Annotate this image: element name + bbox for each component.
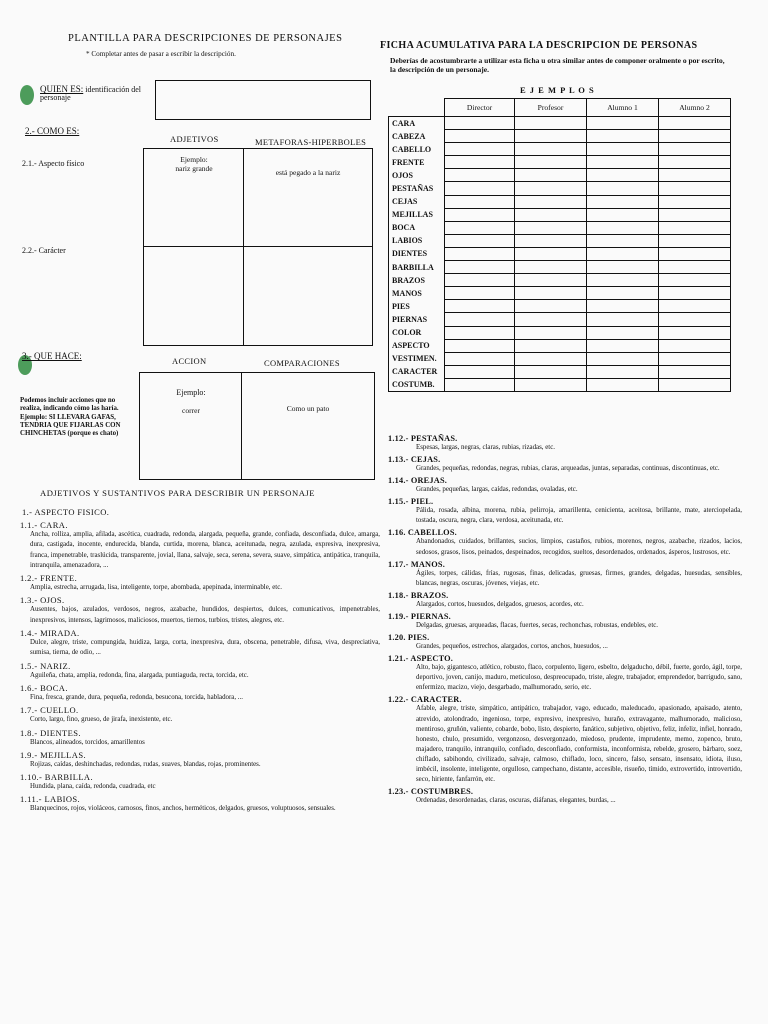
table-cell[interactable] xyxy=(587,169,659,182)
list-item xyxy=(388,591,742,610)
table-cell[interactable] xyxy=(515,378,587,391)
table-cell[interactable] xyxy=(587,130,659,143)
list-item-title: 1.23.- COSTUMBRES. xyxy=(388,787,474,797)
list-item-title: 1.9.- MEJILLAS. xyxy=(20,749,86,760)
table-row xyxy=(389,117,731,130)
table-cell[interactable] xyxy=(515,339,587,352)
table-cell[interactable] xyxy=(587,352,659,365)
table-body xyxy=(389,117,731,392)
ejemplos-table xyxy=(388,98,731,392)
list-item-body: Espesas, largas, negras, claras, rubias, rizadas, etc. xyxy=(416,444,555,451)
table-row xyxy=(389,300,731,313)
list-item xyxy=(388,528,742,557)
col-adjetivos: ADJETIVOS xyxy=(170,134,219,144)
table-cell[interactable] xyxy=(445,195,515,208)
list-item xyxy=(388,560,742,589)
list-item-title: 1.8.- DIENTES. xyxy=(20,727,81,738)
table-row-label: BARBILLA xyxy=(389,261,445,274)
table-cell[interactable] xyxy=(659,208,731,221)
list-item-body: Blanquecinos, rojos, violáceos, carnosos, finos, anchos, herméticos, delgados, gruesos, voluptuosos, sensuales. xyxy=(30,805,336,813)
table-cell[interactable] xyxy=(659,287,731,300)
list-item-body: Abandonados, cuidados, brillantes, sucios, limpios, castaños, rubios, morenos, negros, azabache, rizados, lacios, sedosos, grasos, lisos, peinados, despeinados, recogidos, sueltos, desordenados, ordenados, ásperos, lustrosos, etc. xyxy=(416,538,742,556)
list-item-body: Alargados, cortos, huesudos, delgados, gruesos, acordes, etc. xyxy=(416,600,584,608)
table-row xyxy=(389,274,731,287)
table-cell[interactable] xyxy=(515,313,587,326)
list-item-body: Ordenadas, desordenadas, claras, oscuras, diáfanas, elegantes, burdas, ... xyxy=(416,797,616,805)
list-item-body: Delgadas, gruesas, arqueadas, flacas, fuertes, secas, rechonchas, robustas, endebles, etc. xyxy=(416,621,659,629)
table-cell[interactable] xyxy=(659,313,731,326)
acciones-note-text: Podemos incluir acciones que no realiza, indicando cómo las haría. xyxy=(20,397,119,413)
table-cell[interactable] xyxy=(587,143,659,156)
table-header-blank xyxy=(389,99,445,117)
quien-es-title: QUIEN ES: xyxy=(40,84,84,94)
table-cell[interactable] xyxy=(587,182,659,195)
como-es-divider-v xyxy=(243,148,244,346)
table-cell[interactable] xyxy=(587,365,659,378)
table-row xyxy=(389,143,731,156)
table-cell[interactable] xyxy=(587,287,659,300)
table-col-header: Profesor xyxy=(515,99,587,117)
list-item xyxy=(388,654,742,693)
list-item-body: Grandes, pequeñas, redondas, negras, rubias, claras, arqueadas, juntas, separadas, continuas, discontinuas, etc. xyxy=(416,465,720,473)
list-item-title: 1.20. PIES. xyxy=(388,633,430,643)
table-cell[interactable] xyxy=(659,326,731,339)
table-row xyxy=(389,247,731,260)
list-item xyxy=(20,520,380,571)
table-cell[interactable] xyxy=(445,274,515,287)
list-item-title: 1.11.- LABIOS. xyxy=(20,794,81,805)
col-metaforas: METAFORAS-HIPERBOLES xyxy=(255,137,367,147)
table-row-label: CARA xyxy=(389,117,445,130)
list-item xyxy=(20,794,380,814)
list-item-title: 1.3.- OJOS. xyxy=(20,595,65,606)
list-item-body: Corto, largo, fino, grueso, de jirafa, inexistente, etc. xyxy=(30,716,173,724)
table-row-label: VESTIMEN. xyxy=(389,352,445,365)
table-cell[interactable] xyxy=(515,195,587,208)
table-row-label: BRAZOS xyxy=(389,274,445,287)
table-cell[interactable] xyxy=(445,221,515,234)
table-cell[interactable] xyxy=(659,195,731,208)
left-title: PLANTILLA PARA DESCRIPCIONES DE PERSONAJES xyxy=(68,33,343,44)
green-mark-icon xyxy=(20,85,34,105)
table-row xyxy=(389,130,731,143)
table-row-label: ASPECTO xyxy=(389,339,445,352)
table-cell[interactable] xyxy=(659,261,731,274)
list-item-body: Afable, alegre, triste, simpático, antipático, trabajador, vago, educado, maleducado, apasionado, apaisado, atento, atrevido, atolondrado, ingenioso, torpe, expresivo, inexpresivo, huraño, extravagante, malhumorado, malicioso, mentiroso, gruñón, valiente, cobarde, bobo, listo, despierto, fanático, subjetivo, objetivo, feliz, infeliz, infiel, honrado, honesto, chulo, presumido, vergonzoso, desvergonzado, miedoso, prudente, imprudente, memo, zopenco, bruto, majadero, tranquilo, intranquilo, confiado, desconfiado, conformista, inconformista, rebelde, grosero, bárbaro, soez, chiflado, sabihondo, civilizado, salvaje, calmoso, chiflado, loco, sincero, falso, sensato, insensato, idiota, iluso, imbécil, insolente, inteligente, orgulloso, campechano, distante, accesible, risueño, tímido, extrovertido, introvertido, seco, hiriente, fanfarrón, etc. xyxy=(416,705,742,784)
table-cell[interactable] xyxy=(659,182,731,195)
ejemplo-accion-label: Ejemplo: xyxy=(176,388,206,397)
table-cell[interactable] xyxy=(515,208,587,221)
como-es-label: 2.- COMO ES: xyxy=(25,126,80,136)
table-row-label: MANOS xyxy=(389,287,445,300)
ejemplo-accion-value: correr xyxy=(182,406,200,415)
table-cell[interactable] xyxy=(587,326,659,339)
table-cell[interactable] xyxy=(515,143,587,156)
list-item xyxy=(388,633,742,652)
table-cell[interactable] xyxy=(587,313,659,326)
list-title: ADJETIVOS Y SUSTANTIVOS PARA DESCRIBIR UN PERSONAJE xyxy=(40,488,316,498)
table-cell[interactable] xyxy=(659,339,731,352)
table-row-label: DIENTES xyxy=(389,247,445,260)
table-cell[interactable] xyxy=(515,247,587,260)
list-item xyxy=(388,787,742,806)
table-cell[interactable] xyxy=(587,156,659,169)
list-item-title: 1.19.- PIERNAS. xyxy=(388,611,451,621)
list-item xyxy=(388,455,742,474)
list-item-body: Ágiles, torpes, cálidas, frías, rugosas, finas, delicadas, gruesas, firmes, grandes, delgadas, huesudas, sensibles, blancas, negras, oscuras, jóvenes, viejas, etc. xyxy=(416,569,742,587)
aspecto-fisico-title: 1.- ASPECTO FISICO. xyxy=(22,507,110,517)
table-row-label: COLOR xyxy=(389,326,445,339)
table-col-header: Alumno 1 xyxy=(587,99,659,117)
table-row xyxy=(389,313,731,326)
acciones-note xyxy=(20,397,136,438)
table-col-header: Director xyxy=(445,99,515,117)
table-row-label: COSTUMB. xyxy=(389,378,445,391)
table-cell[interactable] xyxy=(659,352,731,365)
table-cell[interactable] xyxy=(587,339,659,352)
table-col-header: Alumno 2 xyxy=(659,99,731,117)
table-cell[interactable] xyxy=(445,300,515,313)
table-row xyxy=(389,365,731,378)
acciones-example-text: Ejemplo: SI LLEVARA GAFAS, TENDRIA QUE FIJARLAS CON CHINCHETAS (porque es chato) xyxy=(20,413,121,438)
table-cell[interactable] xyxy=(445,117,515,130)
table-cell[interactable] xyxy=(445,208,515,221)
table-row xyxy=(389,156,731,169)
list-item-body: Aguileña, chata, amplia, redonda, fina, alargada, puntiaguda, recta, torcida, etc. xyxy=(30,671,249,679)
table-row xyxy=(389,221,731,234)
que-hace-divider-v xyxy=(241,372,242,480)
list-item-body: Ancha, rolliza, amplia, afilada, ascética, cuadrada, redonda, alargada, pequeña, grande, confiada, desconfiada, dulce, amarga, dura, castigada, inocente, endurecida, blanda, curtida, morena, blanca, aceitunada, negra, azulada, expresiva, inexpresiva, franca, impenetrable, traslúcida, transparente, jovial, llana, salvaje, seca, serena, severa, suave, simpática, antipática, tranquila, intranquila, amenazadora, ... xyxy=(30,531,380,569)
table-cell[interactable] xyxy=(587,195,659,208)
table-cell[interactable] xyxy=(515,130,587,143)
table-cell[interactable] xyxy=(659,156,731,169)
table-row-label: FRENTE xyxy=(389,156,445,169)
aspecto-fisico-label: 2.1.- Aspecto físico xyxy=(22,159,85,168)
table-row-label: PIES xyxy=(389,300,445,313)
right-intro: Deberías de acostumbrarte a utilizar esta ficha u otra similar antes de componer oralmente o por escrito, la descripción de un personaje. xyxy=(390,56,725,75)
list-item-title: 1.17.- MANOS. xyxy=(388,559,445,569)
table-cell[interactable] xyxy=(445,130,515,143)
list-item xyxy=(388,612,742,631)
list-item-title: 1.10.- BARBILLA. xyxy=(20,772,93,783)
caracter-label: 2.2.- Carácter xyxy=(22,246,66,255)
ejemplo-accion xyxy=(144,384,238,420)
como-es-divider-h xyxy=(143,246,373,247)
table-cell[interactable] xyxy=(515,365,587,378)
table-cell[interactable] xyxy=(659,117,731,130)
table-cell[interactable] xyxy=(515,261,587,274)
table-cell[interactable] xyxy=(445,247,515,260)
table-row-label: CABEZA xyxy=(389,130,445,143)
table-cell[interactable] xyxy=(515,156,587,169)
ejemplo-comparacion: Como un pato xyxy=(286,404,330,413)
table-row-label: OJOS xyxy=(389,169,445,182)
table-row xyxy=(389,378,731,391)
list-item-body: Rojizas, caídas, deshinchadas, redondas, rudas, suaves, blandas, rojas, prominentes. xyxy=(30,760,261,768)
table-cell[interactable] xyxy=(659,274,731,287)
table-cell[interactable] xyxy=(587,208,659,221)
table-cell[interactable] xyxy=(445,339,515,352)
table-cell[interactable] xyxy=(659,300,731,313)
table-cell[interactable] xyxy=(515,300,587,313)
list-item-body: Grandes, pequeñas, largas, caídas, redondas, ovaladas, etc. xyxy=(416,486,578,494)
table-row-label: PIERNAS xyxy=(389,313,445,326)
list-item-body: Alto, bajo, gigantesco, atlético, robusto, flaco, corpulento, ligero, esbelto, delgaducho, débil, fuerte, gordo, ágil, torpe, deportivo, joven, canijo, maduro, meticuloso, despreocupado, triste, alegre, trabajador, emprendedor, barrigudo, sano, enfermizo, macizo, viejo, desgarbado, malhumorado, serio, etc. xyxy=(416,664,742,692)
table-header-row xyxy=(389,99,731,117)
table-cell[interactable] xyxy=(587,117,659,130)
ejemplos-title: E J E M P L O S xyxy=(520,85,595,95)
table-cell[interactable] xyxy=(587,378,659,391)
list-item-title: 1.2.- FRENTE. xyxy=(20,573,78,584)
table-cell[interactable] xyxy=(515,287,587,300)
left-items-list xyxy=(20,520,380,817)
list-item-title: 1.14.- OREJAS. xyxy=(388,476,448,486)
table-cell[interactable] xyxy=(445,261,515,274)
table-row xyxy=(389,326,731,339)
table-cell[interactable] xyxy=(515,234,587,247)
list-item-title: 1.18.- BRAZOS. xyxy=(388,590,449,600)
table-cell[interactable] xyxy=(659,247,731,260)
list-item-title: 1.1.- CARA. xyxy=(20,520,68,530)
list-item xyxy=(20,628,380,659)
table-cell[interactable] xyxy=(515,274,587,287)
table-cell[interactable] xyxy=(445,156,515,169)
ejemplo-metafora: está pegado a la nariz xyxy=(275,168,341,177)
table-cell[interactable] xyxy=(445,169,515,182)
list-item-body: Amplia, estrecha, arrugada, lisa, inteligente, torpe, abombada, apepinada, interminable, etc. xyxy=(30,584,282,592)
list-item xyxy=(388,434,742,453)
table-cell[interactable] xyxy=(587,221,659,234)
table-cell[interactable] xyxy=(659,378,731,391)
que-hace-label: 3.- QUE HACE: xyxy=(22,351,82,361)
right-items-list xyxy=(388,434,742,808)
table-row xyxy=(389,352,731,365)
table-cell[interactable] xyxy=(445,313,515,326)
list-item-body: Grandes, pequeños, estrechos, alargados, cortos, anchos, huesudos, ... xyxy=(416,643,608,651)
table-cell[interactable] xyxy=(445,378,515,391)
list-item-body: Ausentes, bajos, azulados, verdosos, negros, azabache, hundidos, despiertos, dulces, comunicativos, impenetrables, inexpresivos, intensos, lagrimosos, maliciosos, muertos, tiernos, turbios, tristes, alegres, etc. xyxy=(30,606,380,624)
table-cell[interactable] xyxy=(515,326,587,339)
table-row-label: BOCA xyxy=(389,221,445,234)
list-item xyxy=(20,683,380,703)
list-item-title: 1.7.- CUELLO. xyxy=(20,705,79,716)
table-cell[interactable] xyxy=(445,365,515,378)
table-row xyxy=(389,234,731,247)
quien-es-box[interactable] xyxy=(155,80,371,120)
list-item xyxy=(388,497,742,526)
list-item-title: 1.21.- ASPECTO. xyxy=(388,654,454,664)
table-row xyxy=(389,261,731,274)
table-cell[interactable] xyxy=(515,169,587,182)
table-cell[interactable] xyxy=(659,143,731,156)
list-item-title: 1.13.- CEJAS. xyxy=(388,455,441,465)
table-cell[interactable] xyxy=(587,247,659,260)
table-cell[interactable] xyxy=(587,274,659,287)
list-item xyxy=(20,573,380,593)
list-item-title: 1.6.- BOCA. xyxy=(20,682,68,693)
table-row-label: CARACTER xyxy=(389,365,445,378)
list-item xyxy=(388,476,742,495)
table-cell[interactable] xyxy=(659,365,731,378)
list-item-body: Hundida, plana, caída, redonda, cuadrada, etc xyxy=(30,783,156,791)
table-cell[interactable] xyxy=(587,234,659,247)
right-title: FICHA ACUMULATIVA PARA LA DESCRIPCION DE PERSONAS xyxy=(380,40,698,51)
table-row-label: PESTAÑAS xyxy=(389,182,445,195)
quien-es-desc: identificación del personaje xyxy=(40,85,142,102)
table-row-label: LABIOS xyxy=(389,234,445,247)
list-item-body: Fina, fresca, grande, dura, pequeña, redonda, besucona, torcida, habladora, ... xyxy=(30,693,243,701)
table-cell[interactable] xyxy=(659,169,731,182)
table-cell[interactable] xyxy=(587,261,659,274)
col-accion: ACCION xyxy=(172,356,207,366)
table-row xyxy=(389,339,731,352)
list-item xyxy=(20,595,380,626)
table-row xyxy=(389,287,731,300)
table-cell[interactable] xyxy=(445,234,515,247)
ejemplo-adj-value: nariz grande xyxy=(175,164,213,173)
list-item-title: 1.15.- PIEL. xyxy=(388,497,434,507)
table-cell[interactable] xyxy=(445,143,515,156)
table-cell[interactable] xyxy=(515,352,587,365)
list-item-title: 1.5.- NARIZ. xyxy=(20,660,71,671)
table-cell[interactable] xyxy=(515,182,587,195)
table-row xyxy=(389,169,731,182)
table-cell[interactable] xyxy=(445,352,515,365)
list-item-title: 1.16. CABELLOS. xyxy=(388,528,457,538)
list-item xyxy=(20,705,380,725)
table-row-label: MEJILLAS xyxy=(389,208,445,221)
table-cell[interactable] xyxy=(659,130,731,143)
table-cell[interactable] xyxy=(445,182,515,195)
table-cell[interactable] xyxy=(445,326,515,339)
table-row xyxy=(389,195,731,208)
ejemplo-adj-label: Ejemplo: xyxy=(180,155,208,164)
list-item xyxy=(20,772,380,792)
list-item-title: 1.4.- MIRADA. xyxy=(20,628,80,639)
table-row-label: CEJAS xyxy=(389,195,445,208)
list-item xyxy=(20,728,380,748)
table-cell[interactable] xyxy=(659,234,731,247)
ejemplo-adj xyxy=(148,155,240,173)
list-item xyxy=(20,750,380,770)
table-cell[interactable] xyxy=(587,300,659,313)
quien-es-label xyxy=(40,85,150,102)
table-cell[interactable] xyxy=(515,221,587,234)
list-item xyxy=(20,661,380,681)
list-item-body: Pálida, rosada, albina, morena, rubia, pelirroja, amarillenta, cenicienta, aceitosa, brillante, mate, aterciopelada, tostada, oscura, negra, clara, verdosa, aceitunada, etc. xyxy=(416,507,742,525)
list-item-title: 1.22.- CARACTER. xyxy=(388,695,462,705)
table-row xyxy=(389,208,731,221)
table-row xyxy=(389,182,731,195)
list-item-body: Dulce, alegre, triste, compungida, huidiza, larga, corta, inexpresiva, dura, obscena, penetrable, difusa, viva, despreciativa, sumisa, tierna, de odio, ... xyxy=(30,639,380,657)
left-subtitle: * Completar antes de pasar a escribir la descripción. xyxy=(86,50,236,58)
list-item xyxy=(388,695,742,785)
col-comparaciones: COMPARACIONES xyxy=(264,358,340,368)
table-cell[interactable] xyxy=(445,287,515,300)
table-row-label: CABELLO xyxy=(389,143,445,156)
list-item-title: 1.12.- PESTAÑAS. xyxy=(388,434,458,443)
como-es-grid xyxy=(143,148,373,346)
table-cell[interactable] xyxy=(515,117,587,130)
table-cell[interactable] xyxy=(659,221,731,234)
list-item-body: Blancos, alineados, torcidos, amarillentos xyxy=(30,738,145,746)
